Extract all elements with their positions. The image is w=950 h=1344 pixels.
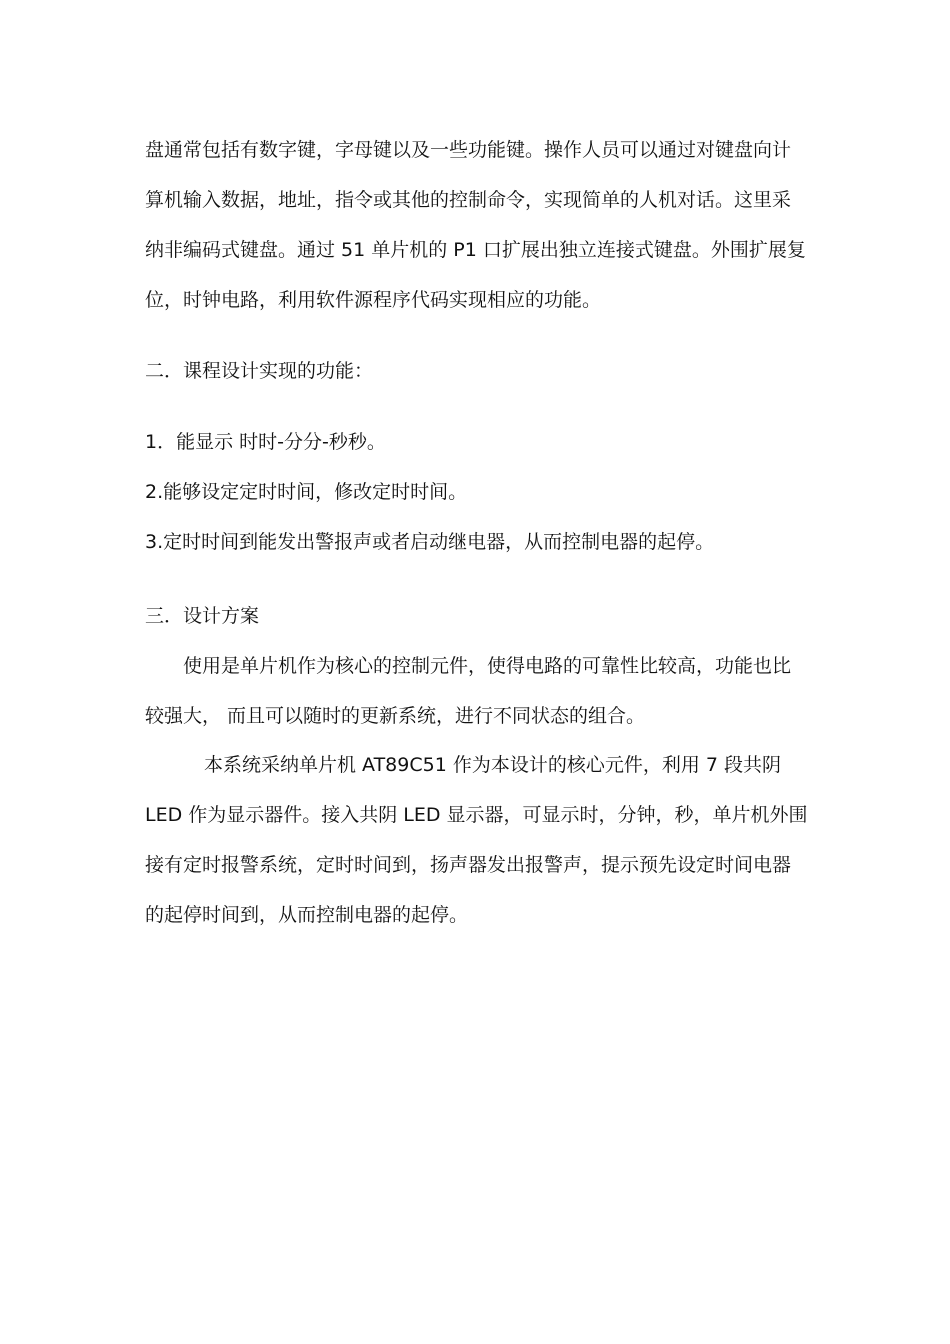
intro-line-2: 算机输入数据，地址，指令或其他的控制命令，实现简单的人机对话。这里采	[145, 189, 792, 211]
intro-line-4: 位，时钟电路，利用软件源程序代码实现相应的功能。	[145, 289, 602, 311]
para2-line-3: 接有定时报警系统，定时时间到，扬声器发出报警声，提示预先设定时间电器	[145, 854, 792, 876]
function-item-3: 3.定时时间到能发出警报声或者启动继电器，从而控制电器的起停。	[145, 531, 715, 553]
function-item-2: 2.能够设定定时时间，修改定时时间。	[145, 481, 468, 503]
function-item-1: 1．能显示 时时-分分-秒秒。	[145, 431, 386, 453]
para1-line-1: 使用是单片机作为核心的控制元件，使得电路的可靠性比较高，功能也比	[183, 655, 792, 677]
para2-line-1: 本系统采纳单片机 AT89C51 作为本设计的核心元件，利用 7 段共阴	[204, 754, 781, 776]
para2-line-4: 的起停时间到，从而控制电器的起停。	[145, 904, 469, 926]
para2-line-2: LED 作为显示器件。接入共阴 LED 显示器，可显示时，分钟，秒，单片机外围	[145, 804, 808, 826]
intro-line-1: 盘通常包括有数字键，字母键以及一些功能键。操作人员可以通过对键盘向计	[145, 139, 792, 161]
section-2-heading: 二．课程设计实现的功能：	[145, 360, 374, 382]
section-3-heading: 三．设计方案	[145, 605, 260, 627]
intro-line-3: 纳非编码式键盘。通过 51 单片机的 P1 口扩展出独立连接式键盘。外围扩展复	[145, 239, 806, 261]
para1-line-2: 较强大， 而且可以随时的更新系统，进行不同状态的组合。	[145, 705, 646, 727]
